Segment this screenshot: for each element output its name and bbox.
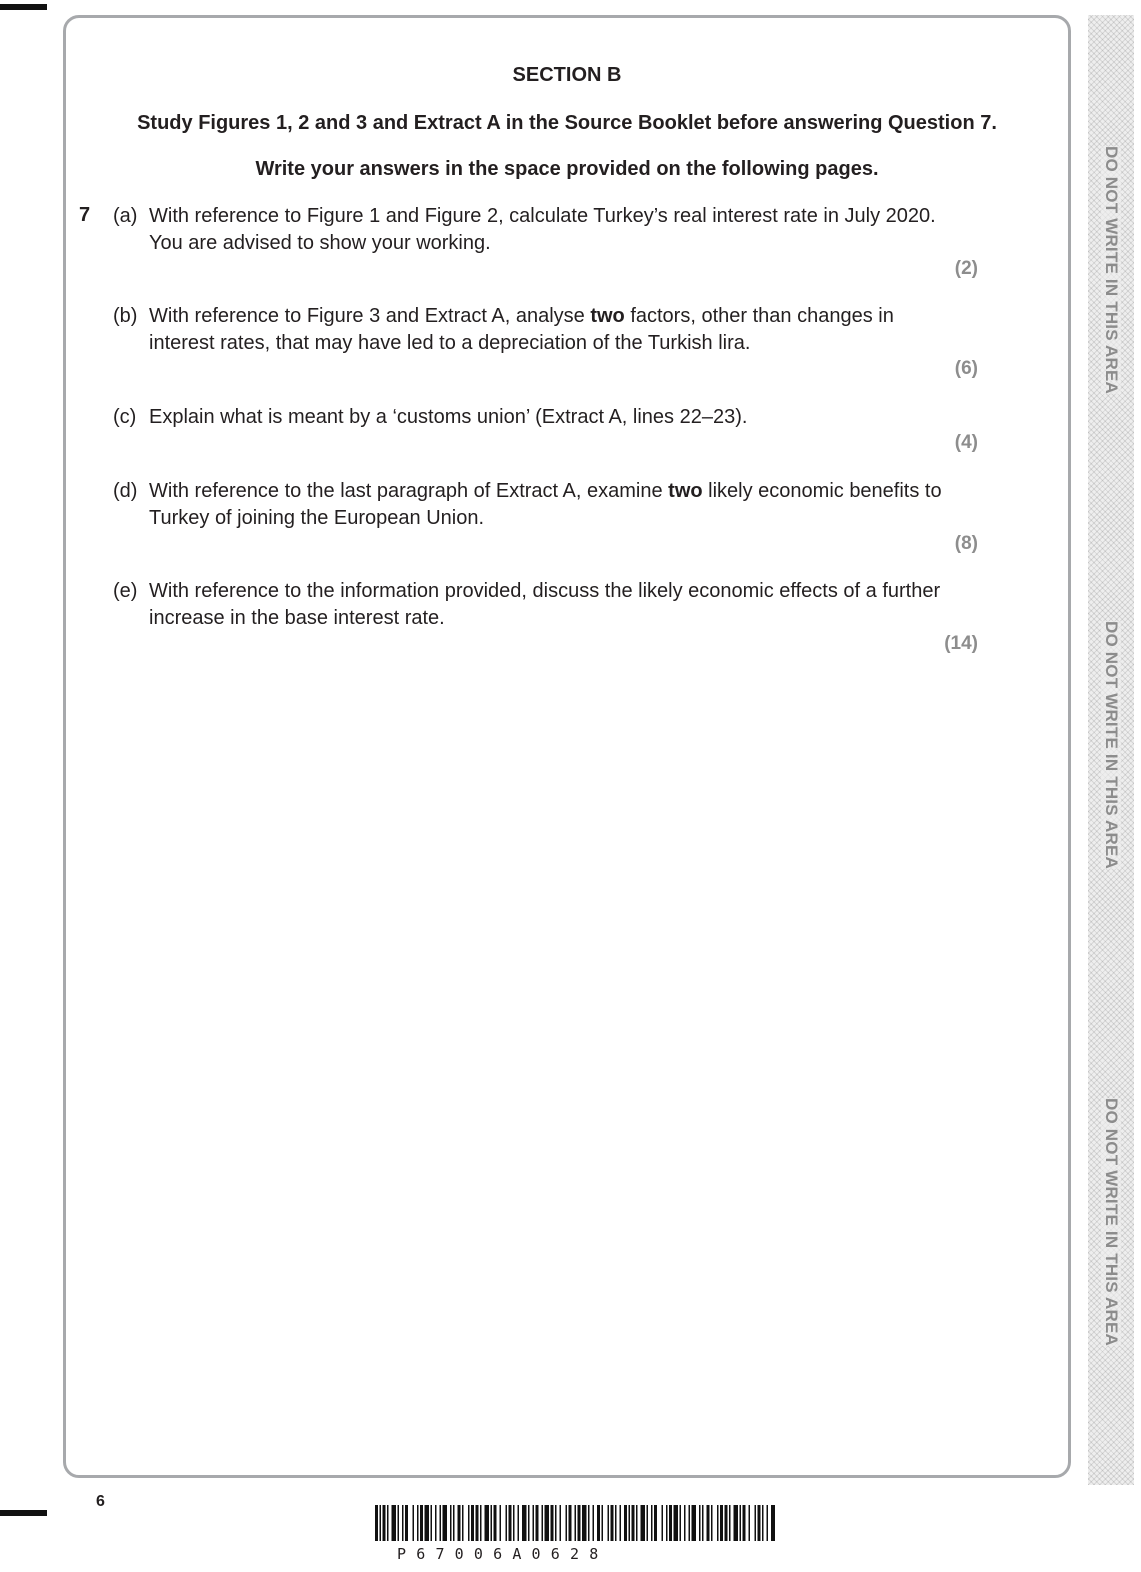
barcode-bar	[578, 1505, 581, 1541]
question-part-d	[113, 478, 943, 532]
barcode-bar	[593, 1505, 595, 1541]
barcode-bar	[749, 1505, 751, 1541]
barcode-bar	[702, 1505, 704, 1541]
barcode-bar	[654, 1505, 657, 1541]
part-label: (e)	[113, 580, 138, 602]
barcode-bar	[720, 1505, 723, 1541]
part-text: With reference to Figure 1 and Figure 2, calculate Turkey’s real interest rate in July 2020. You are advised to show your working.	[149, 205, 936, 254]
barcode-bar	[450, 1505, 452, 1541]
barcode-bar	[707, 1505, 710, 1541]
barcode-bar	[560, 1505, 562, 1541]
margin-warning-middle: DO NOT WRITE IN THIS AREA	[1102, 620, 1121, 870]
barcode-bar	[392, 1505, 397, 1541]
part-label: (a)	[113, 205, 138, 227]
barcode-bar	[398, 1505, 400, 1541]
barcode-bar	[435, 1505, 437, 1541]
barcode-bar	[767, 1505, 769, 1541]
barcode-bar	[420, 1505, 423, 1541]
barcode-bar	[582, 1505, 587, 1541]
barcode-bar	[632, 1505, 635, 1541]
marks-part-a: (2)	[954, 258, 978, 279]
marks-part-c: (4)	[954, 432, 978, 453]
barcode-bar	[569, 1505, 572, 1541]
barcode-char: 2	[569, 1545, 579, 1563]
part-label: (d)	[113, 480, 138, 502]
registration-mark-top	[0, 4, 47, 10]
marks-part-b: (6)	[954, 358, 978, 379]
barcode-bar	[566, 1505, 568, 1541]
barcode-bar	[536, 1505, 539, 1541]
barcode-bar	[575, 1505, 577, 1541]
instruction-write: Write your answers in the space provided on the following pages.	[255, 158, 879, 180]
barcode-bar	[542, 1505, 544, 1541]
barcode-bar	[476, 1505, 479, 1541]
barcode-bar	[608, 1505, 610, 1541]
barcode-bar	[485, 1505, 490, 1541]
barcode-bar	[692, 1505, 697, 1541]
barcode-bar	[380, 1505, 382, 1541]
margin-warning-top: DO NOT WRITE IN THIS AREA	[1102, 145, 1121, 395]
barcode-bar	[551, 1505, 554, 1541]
barcode-char: 0	[531, 1545, 541, 1563]
barcode-bar	[468, 1505, 470, 1541]
instruction-study: Study Figures 1, 2 and 3 and Extract A in the Source Booklet before answering Question 7.	[137, 112, 997, 134]
barcode-bar	[509, 1505, 512, 1541]
barcode-bar	[771, 1505, 775, 1541]
barcode-bar	[491, 1505, 493, 1541]
question-number: 7	[79, 204, 91, 226]
barcode-bar	[518, 1505, 520, 1541]
barcode-bar	[636, 1505, 638, 1541]
barcode-bar	[506, 1505, 508, 1541]
barcode-char: 6	[550, 1545, 560, 1563]
barcode-bar	[680, 1505, 682, 1541]
barcode-bar	[674, 1505, 679, 1541]
barcode-bar	[755, 1505, 757, 1541]
question-part-b	[113, 303, 943, 357]
barcode-char: 7	[435, 1545, 445, 1563]
barcode-bar	[699, 1505, 701, 1541]
barcode-bar	[431, 1505, 433, 1541]
barcode-bar	[711, 1505, 713, 1541]
barcode-bar	[471, 1505, 474, 1541]
barcode-bar	[458, 1505, 461, 1541]
barcode-bar	[500, 1505, 502, 1541]
barcode-bar	[740, 1505, 742, 1541]
barcode-bar	[620, 1505, 622, 1541]
barcode-bar	[734, 1505, 739, 1541]
barcode-bar	[588, 1505, 590, 1541]
barcode-text	[397, 1545, 598, 1563]
barcode-bar	[689, 1505, 691, 1541]
barcode-bar	[440, 1505, 442, 1541]
barcode-bar	[425, 1505, 430, 1541]
barcode-bar	[453, 1505, 455, 1541]
barcode-bar	[413, 1505, 415, 1541]
barcode-bar	[443, 1505, 448, 1541]
barcode-bar	[651, 1505, 653, 1541]
barcode-bar	[758, 1505, 761, 1541]
barcode-bar	[480, 1505, 482, 1541]
barcode-bar	[624, 1505, 627, 1541]
barcode-bar	[666, 1505, 668, 1541]
section-title: SECTION B	[512, 64, 622, 86]
margin-warning-bottom: DO NOT WRITE IN THIS AREA	[1102, 1097, 1121, 1347]
marks-part-e: (14)	[944, 633, 978, 654]
barcode-char: P	[397, 1545, 407, 1563]
part-label: (b)	[113, 305, 138, 327]
marks-part-d: (8)	[954, 533, 978, 554]
part-label: (c)	[113, 406, 137, 428]
barcode-bar	[725, 1505, 728, 1541]
barcode-bar	[545, 1505, 550, 1541]
question-part-a	[113, 203, 943, 257]
barcode-bar	[729, 1505, 731, 1541]
question-part-e	[113, 578, 943, 632]
barcode-bar	[647, 1505, 649, 1541]
barcode-bar	[383, 1505, 386, 1541]
barcode-bar	[684, 1505, 686, 1541]
barcode-bar	[387, 1505, 389, 1541]
barcode-bar	[402, 1505, 404, 1541]
page-number: 6	[96, 1493, 105, 1510]
barcode-bar	[405, 1505, 408, 1541]
barcode-bar	[762, 1505, 764, 1541]
barcode-bar	[629, 1505, 631, 1541]
barcode-bar	[494, 1505, 497, 1541]
barcode-bar	[669, 1505, 672, 1541]
barcode-bar	[743, 1505, 746, 1541]
barcode-char: 0	[473, 1545, 483, 1563]
barcode-bar	[555, 1505, 557, 1541]
barcode-char: 0	[454, 1545, 464, 1563]
barcode-bar	[528, 1505, 530, 1541]
barcode-bar	[641, 1505, 646, 1541]
part-text: With reference to the information provided, discuss the likely economic effects of a further increase in the base interest rate.	[149, 580, 941, 629]
barcode	[375, 1505, 775, 1541]
barcode-char: 6	[416, 1545, 426, 1563]
barcode-bar	[597, 1505, 600, 1541]
barcode-bar	[717, 1505, 719, 1541]
part-text: Explain what is meant by a ‘customs union’ (Extract A, lines 22–23).	[149, 406, 748, 428]
barcode-bar	[375, 1505, 378, 1541]
barcode-bar	[602, 1505, 604, 1541]
barcode-bar	[522, 1505, 527, 1541]
part-text: With reference to Figure 3 and Extract A, analyse two factors, other than changes in interest rates, that may have led to a depreciation of the Turkish lira.	[149, 305, 894, 354]
registration-mark-bottom	[0, 1510, 47, 1516]
barcode-bar	[513, 1505, 515, 1541]
barcode-char: 6	[493, 1545, 503, 1563]
barcode-bar	[462, 1505, 464, 1541]
barcode-char: A	[512, 1545, 522, 1563]
barcode-char: 8	[589, 1545, 599, 1563]
barcode-bar	[611, 1505, 614, 1541]
barcode-bar	[615, 1505, 617, 1541]
part-text: With reference to the last paragraph of Extract A, examine two likely economic benefits to Turkey of joining the European Union.	[149, 480, 942, 529]
barcode-bar	[662, 1505, 664, 1541]
barcode-bar	[417, 1505, 419, 1541]
question-part-c	[113, 404, 943, 431]
barcode-bar	[533, 1505, 535, 1541]
